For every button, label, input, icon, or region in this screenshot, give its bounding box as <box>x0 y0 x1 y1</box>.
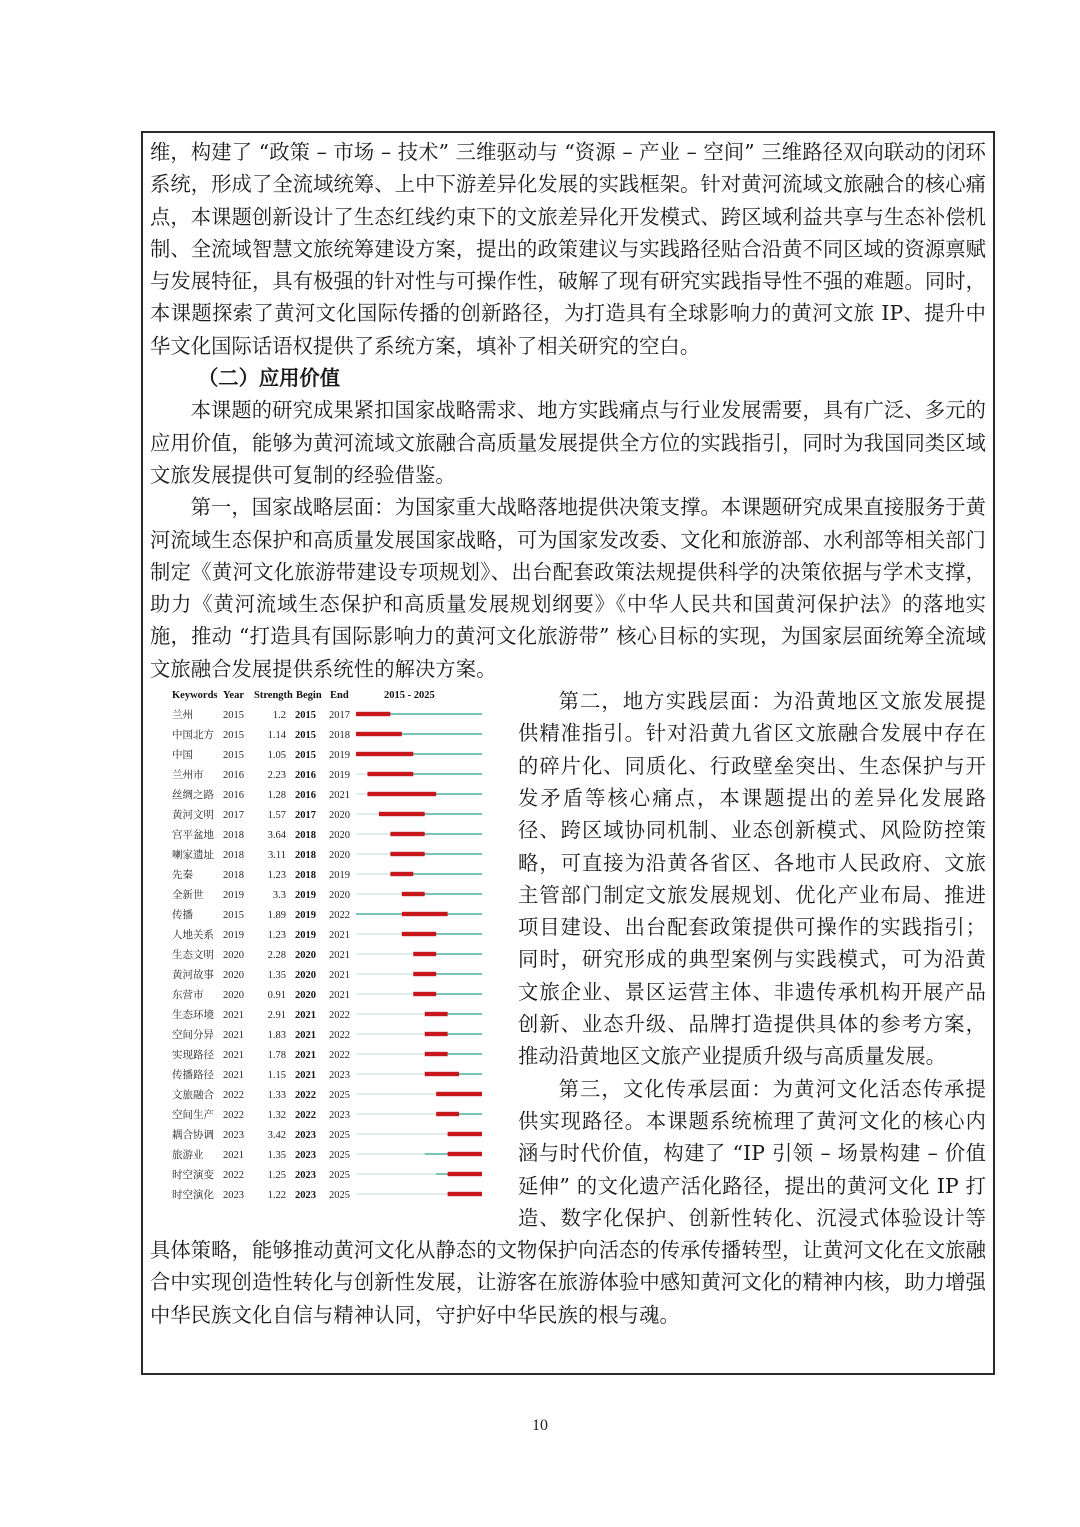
burst-end: 2019 <box>329 750 350 762</box>
burst-bar <box>379 812 425 816</box>
burst-keyword: 人地关系 <box>172 929 214 942</box>
burst-begin: 2021 <box>295 1070 316 1082</box>
burst-year: 2023 <box>223 1130 244 1142</box>
burst-end: 2022 <box>329 1010 350 1022</box>
burst-end: 2025 <box>329 1190 350 1202</box>
burst-begin: 2022 <box>295 1110 316 1122</box>
burst-year: 2015 <box>223 910 244 922</box>
burst-strength: 0.91 <box>267 990 286 1002</box>
burst-keyword: 生态环境 <box>172 1009 214 1022</box>
burst-end: 2025 <box>329 1170 350 1182</box>
burst-end: 2020 <box>329 810 350 822</box>
burst-begin: 2018 <box>295 870 316 882</box>
burst-strength: 1.83 <box>267 1030 286 1042</box>
burst-end: 2020 <box>329 890 350 902</box>
header-begin: Begin <box>296 690 322 702</box>
burst-bar <box>448 1192 482 1196</box>
burst-begin: 2019 <box>295 910 316 922</box>
burst-bar <box>390 832 424 836</box>
burst-year: 2018 <box>223 850 244 862</box>
burst-strength: 3.3 <box>272 890 286 902</box>
header-strength: Strength <box>254 690 293 702</box>
burst-keyword: 先秦 <box>172 869 193 882</box>
burst-year: 2022 <box>223 1170 244 1182</box>
burst-year: 2022 <box>223 1090 244 1102</box>
burst-begin: 2015 <box>295 750 316 762</box>
burst-bar <box>390 852 424 856</box>
burst-keyword: 喇家遗址 <box>172 849 214 862</box>
burst-end: 2025 <box>329 1090 350 1102</box>
burst-bar <box>356 752 413 756</box>
header-end: End <box>330 690 349 702</box>
burst-keyword: 时空演变 <box>172 1169 214 1182</box>
paragraph-local-level: 第二，地方实践层面：为沿黄地区文旅发展提供精准指引。针对沿黄九省区文旅融合发展中存在的碎片化、同质化、行政壁垒突出、生态保护与开发矛盾等核心痛点，本课题提出的差异化发展路径、跨区域协同机制、业态创新模式、风险防控策略，可直接为沿黄各省区、各地市人民政府、文旅主管部门制定文旅发展规划、优化产业布局、推进项目建设、出台配套政策提供可操作的实践指引；同时，研究形成的典型案例与实践模式，可为沿黄文旅企业、景区运营主体、非遗传承机构开展产品创新、业态升级、品牌打造提供具体的参考方案，推动沿黄地区文旅产业提质升级与高质量发展。 <box>518 689 986 1069</box>
burst-keyword: 兰州 <box>172 709 193 722</box>
burst-end: 2021 <box>329 970 350 982</box>
burst-begin: 2019 <box>295 890 316 902</box>
burst-begin: 2022 <box>295 1090 316 1102</box>
burst-year: 2020 <box>223 970 244 982</box>
burst-bar <box>402 932 436 936</box>
burst-begin: 2018 <box>295 830 316 842</box>
burst-strength: 3.11 <box>268 850 286 862</box>
burst-begin: 2023 <box>295 1170 316 1182</box>
burst-end: 2019 <box>329 870 350 882</box>
burst-end: 2021 <box>329 950 350 962</box>
burst-year: 2016 <box>223 790 244 802</box>
burst-keyword: 空间生产 <box>172 1109 214 1122</box>
burst-strength: 3.64 <box>267 830 286 842</box>
burst-begin: 2015 <box>295 730 316 742</box>
burst-bar <box>425 1072 459 1076</box>
burst-bar <box>402 912 448 916</box>
burst-end: 2022 <box>329 1050 350 1062</box>
burst-keyword: 黄河文明 <box>172 809 214 822</box>
burst-keyword: 传播 <box>172 909 193 922</box>
burst-keyword: 中国 <box>172 749 193 762</box>
burst-begin: 2016 <box>295 790 316 802</box>
header-range: 2015 - 2025 <box>384 690 435 702</box>
burst-begin: 2020 <box>295 970 316 982</box>
burst-strength: 2.28 <box>267 950 286 962</box>
burst-keyword: 生态文明 <box>172 949 214 962</box>
burst-year: 2018 <box>223 830 244 842</box>
burst-keyword: 全新世 <box>172 889 204 902</box>
burst-strength: 1.05 <box>267 750 286 762</box>
page-number: 10 <box>532 1417 548 1434</box>
burst-begin: 2017 <box>295 810 316 822</box>
burst-strength: 3.42 <box>267 1130 286 1142</box>
burst-bar <box>356 712 390 716</box>
paragraph-cultural-level: 第三，文化传承层面：为黄河文化活态传承提供实现路径。本课题系统梳理了黄河文化的核心内涵与时代价值，构建了 “IP 引领 – 场景构建 – 价值延伸” 的文化遗产活化路径，提出的黄河文化 IP 打造、数字化保护、创新性转化、沉浸式体验设计等具体策略，能够推动黄河文化从静态的文物保护向活态的传承传播转型，让黄河文化在文旅融合中实现创造性转化与创新性发展，让游客在旅游体验中感知黄河文化的精神内核，助力增强中华民族文化自信与精神认同，守护好中华民族的根与魂。 <box>150 1076 986 1327</box>
burst-keyword: 时空演化 <box>172 1189 214 1202</box>
burst-bar <box>367 772 413 776</box>
burst-strength: 1.35 <box>267 970 286 982</box>
burst-end: 2023 <box>329 1070 350 1082</box>
burst-year: 2021 <box>223 1030 244 1042</box>
burst-strength: 1.15 <box>267 1070 286 1082</box>
burst-strength: 1.2 <box>272 710 286 722</box>
paragraph-national-level: 第一，国家战略层面：为国家重大战略落地提供决策支撑。本课题研究成果直接服务于黄河流域生态保护和高质量发展国家战略，可为国家发改委、文化和旅游部、水利部等相关部门制定《黄河文化旅游带建设专项规划》、出台配套政策法规提供科学的决策依据与学术支撑，助力《黄河流域生态保护和高质量发展规划纲要》《中华人民共和国黄河保护法》的落地实施，推动 “打造具有国际影响力的黄河文化旅游带” 核心目标的实现，为国家层面统筹全流域文旅融合发展提供系统性的解决方案。 <box>150 495 986 681</box>
burst-end: 2022 <box>329 910 350 922</box>
burst-strength: 1.57 <box>267 810 286 822</box>
burst-year: 2015 <box>223 710 244 722</box>
burst-year: 2022 <box>223 1110 244 1122</box>
burst-keyword: 宫平盆地 <box>172 829 214 842</box>
burst-bar <box>425 1032 448 1036</box>
document-body <box>150 136 986 1331</box>
burst-bar <box>413 952 436 956</box>
burst-bar <box>367 792 436 796</box>
burst-end: 2021 <box>329 990 350 1002</box>
burst-year: 2020 <box>223 990 244 1002</box>
burst-bar <box>448 1152 482 1156</box>
burst-begin: 2023 <box>295 1130 316 1142</box>
burst-bar <box>413 972 436 976</box>
burst-begin: 2021 <box>295 1050 316 1062</box>
burst-begin: 2023 <box>295 1190 316 1202</box>
burst-end: 2020 <box>329 850 350 862</box>
burst-year: 2019 <box>223 890 244 902</box>
burst-keyword: 传播路径 <box>172 1069 214 1082</box>
burst-keyword: 耦合协调 <box>172 1129 214 1142</box>
burst-bar <box>402 892 425 896</box>
burst-keyword: 中国北方 <box>172 729 214 742</box>
burst-begin: 2021 <box>295 1030 316 1042</box>
burst-end: 2017 <box>329 710 350 722</box>
burst-bar <box>448 1132 482 1136</box>
burst-strength: 1.23 <box>267 870 286 882</box>
burst-strength: 1.89 <box>267 910 286 922</box>
burst-bar <box>413 992 436 996</box>
burst-bar <box>448 1172 482 1176</box>
burst-begin: 2020 <box>295 990 316 1002</box>
burst-begin: 2015 <box>295 710 316 722</box>
burst-bar <box>436 1112 459 1116</box>
burst-keyword: 东营市 <box>172 989 204 1002</box>
burst-year: 2021 <box>223 1010 244 1022</box>
burst-end: 2023 <box>329 1110 350 1122</box>
burst-keyword: 黄河故事 <box>172 969 214 982</box>
burst-end: 2021 <box>329 790 350 802</box>
burst-begin: 2023 <box>295 1150 316 1162</box>
burst-begin: 2021 <box>295 1010 316 1022</box>
burst-end: 2021 <box>329 930 350 942</box>
burst-keyword: 实现路径 <box>172 1049 214 1062</box>
burst-year: 2021 <box>223 1050 244 1062</box>
burst-begin: 2019 <box>295 930 316 942</box>
burst-keyword: 丝绸之路 <box>172 789 214 802</box>
burst-strength: 1.32 <box>267 1110 286 1122</box>
burst-keyword: 兰州市 <box>172 769 204 782</box>
burst-end: 2022 <box>329 1030 350 1042</box>
burst-strength: 1.22 <box>267 1190 286 1202</box>
paragraph-application-intro: 本课题的研究成果紧扣国家战略需求、地方实践痛点与行业发展需要，具有广泛、多元的应用价值，能够为黄河流域文旅融合高质量发展提供全方位的实践指引，同时为我国同类区域文旅发展提供可复制的经验借鉴。 <box>150 398 986 487</box>
burst-bar <box>425 1052 448 1056</box>
burst-end: 2025 <box>329 1150 350 1162</box>
burst-strength: 1.35 <box>267 1150 286 1162</box>
paragraph-innovation: 维，构建了 “政策 – 市场 – 技术” 三维驱动与 “资源 – 产业 – 空间” 三维路径双向联动的闭环系统，形成了全流域统筹、上中下游差异化发展的实践框架。针对黄河流域文旅融合的核心痛点，本课题创新设计了生态红线约束下的文旅差异化开发模式、跨区域利益共享与生态补偿机制、全流域智慧文旅统筹建设方案，提出的政策建议与实践路径贴合沿黄不同区域的资源禀赋与发展特征，具有极强的针对性与可操作性，破解了现有研究实践指导性不强的难题。同时，本课题探索了黄河文化国际传播的创新路径，为打造具有全球影响力的黄河文旅 IP、提升中华文化国际话语权提供了系统方案，填补了相关研究的空白。 <box>150 140 986 358</box>
burst-keyword: 文旅融合 <box>172 1089 214 1102</box>
burst-bar <box>356 732 402 736</box>
burst-strength: 2.91 <box>267 1010 286 1022</box>
burst-strength: 1.23 <box>267 930 286 942</box>
burst-year: 2018 <box>223 870 244 882</box>
burst-year: 2023 <box>223 1190 244 1202</box>
burst-strength: 1.28 <box>267 790 286 802</box>
burst-keyword: 空间分异 <box>172 1029 214 1042</box>
burst-year: 2019 <box>223 930 244 942</box>
burst-end: 2018 <box>329 730 350 742</box>
burst-bar <box>390 872 413 876</box>
burst-keyword: 旅游业 <box>172 1149 204 1162</box>
burst-strength: 1.33 <box>267 1090 286 1102</box>
burst-begin: 2020 <box>295 950 316 962</box>
burst-end: 2025 <box>329 1130 350 1142</box>
burst-year: 2021 <box>223 1150 244 1162</box>
burst-year: 2015 <box>223 730 244 742</box>
burst-begin: 2018 <box>295 850 316 862</box>
burst-year: 2015 <box>223 750 244 762</box>
burst-year: 2020 <box>223 950 244 962</box>
burst-begin: 2016 <box>295 770 316 782</box>
burst-year: 2016 <box>223 770 244 782</box>
burst-end: 2019 <box>329 770 350 782</box>
section-heading: （二）应用价值 <box>198 366 340 391</box>
keyword-burst-figure <box>168 687 498 1223</box>
burst-strength: 1.78 <box>267 1050 286 1062</box>
burst-end: 2020 <box>329 830 350 842</box>
burst-year: 2017 <box>223 810 244 822</box>
header-year: Year <box>223 690 244 702</box>
burst-strength: 1.14 <box>267 730 286 742</box>
burst-strength: 1.25 <box>267 1170 286 1182</box>
burst-year: 2021 <box>223 1070 244 1082</box>
header-keywords: Keywords <box>172 690 218 702</box>
burst-bar <box>425 1012 448 1016</box>
burst-bar <box>436 1092 482 1096</box>
burst-strength: 2.23 <box>267 770 286 782</box>
